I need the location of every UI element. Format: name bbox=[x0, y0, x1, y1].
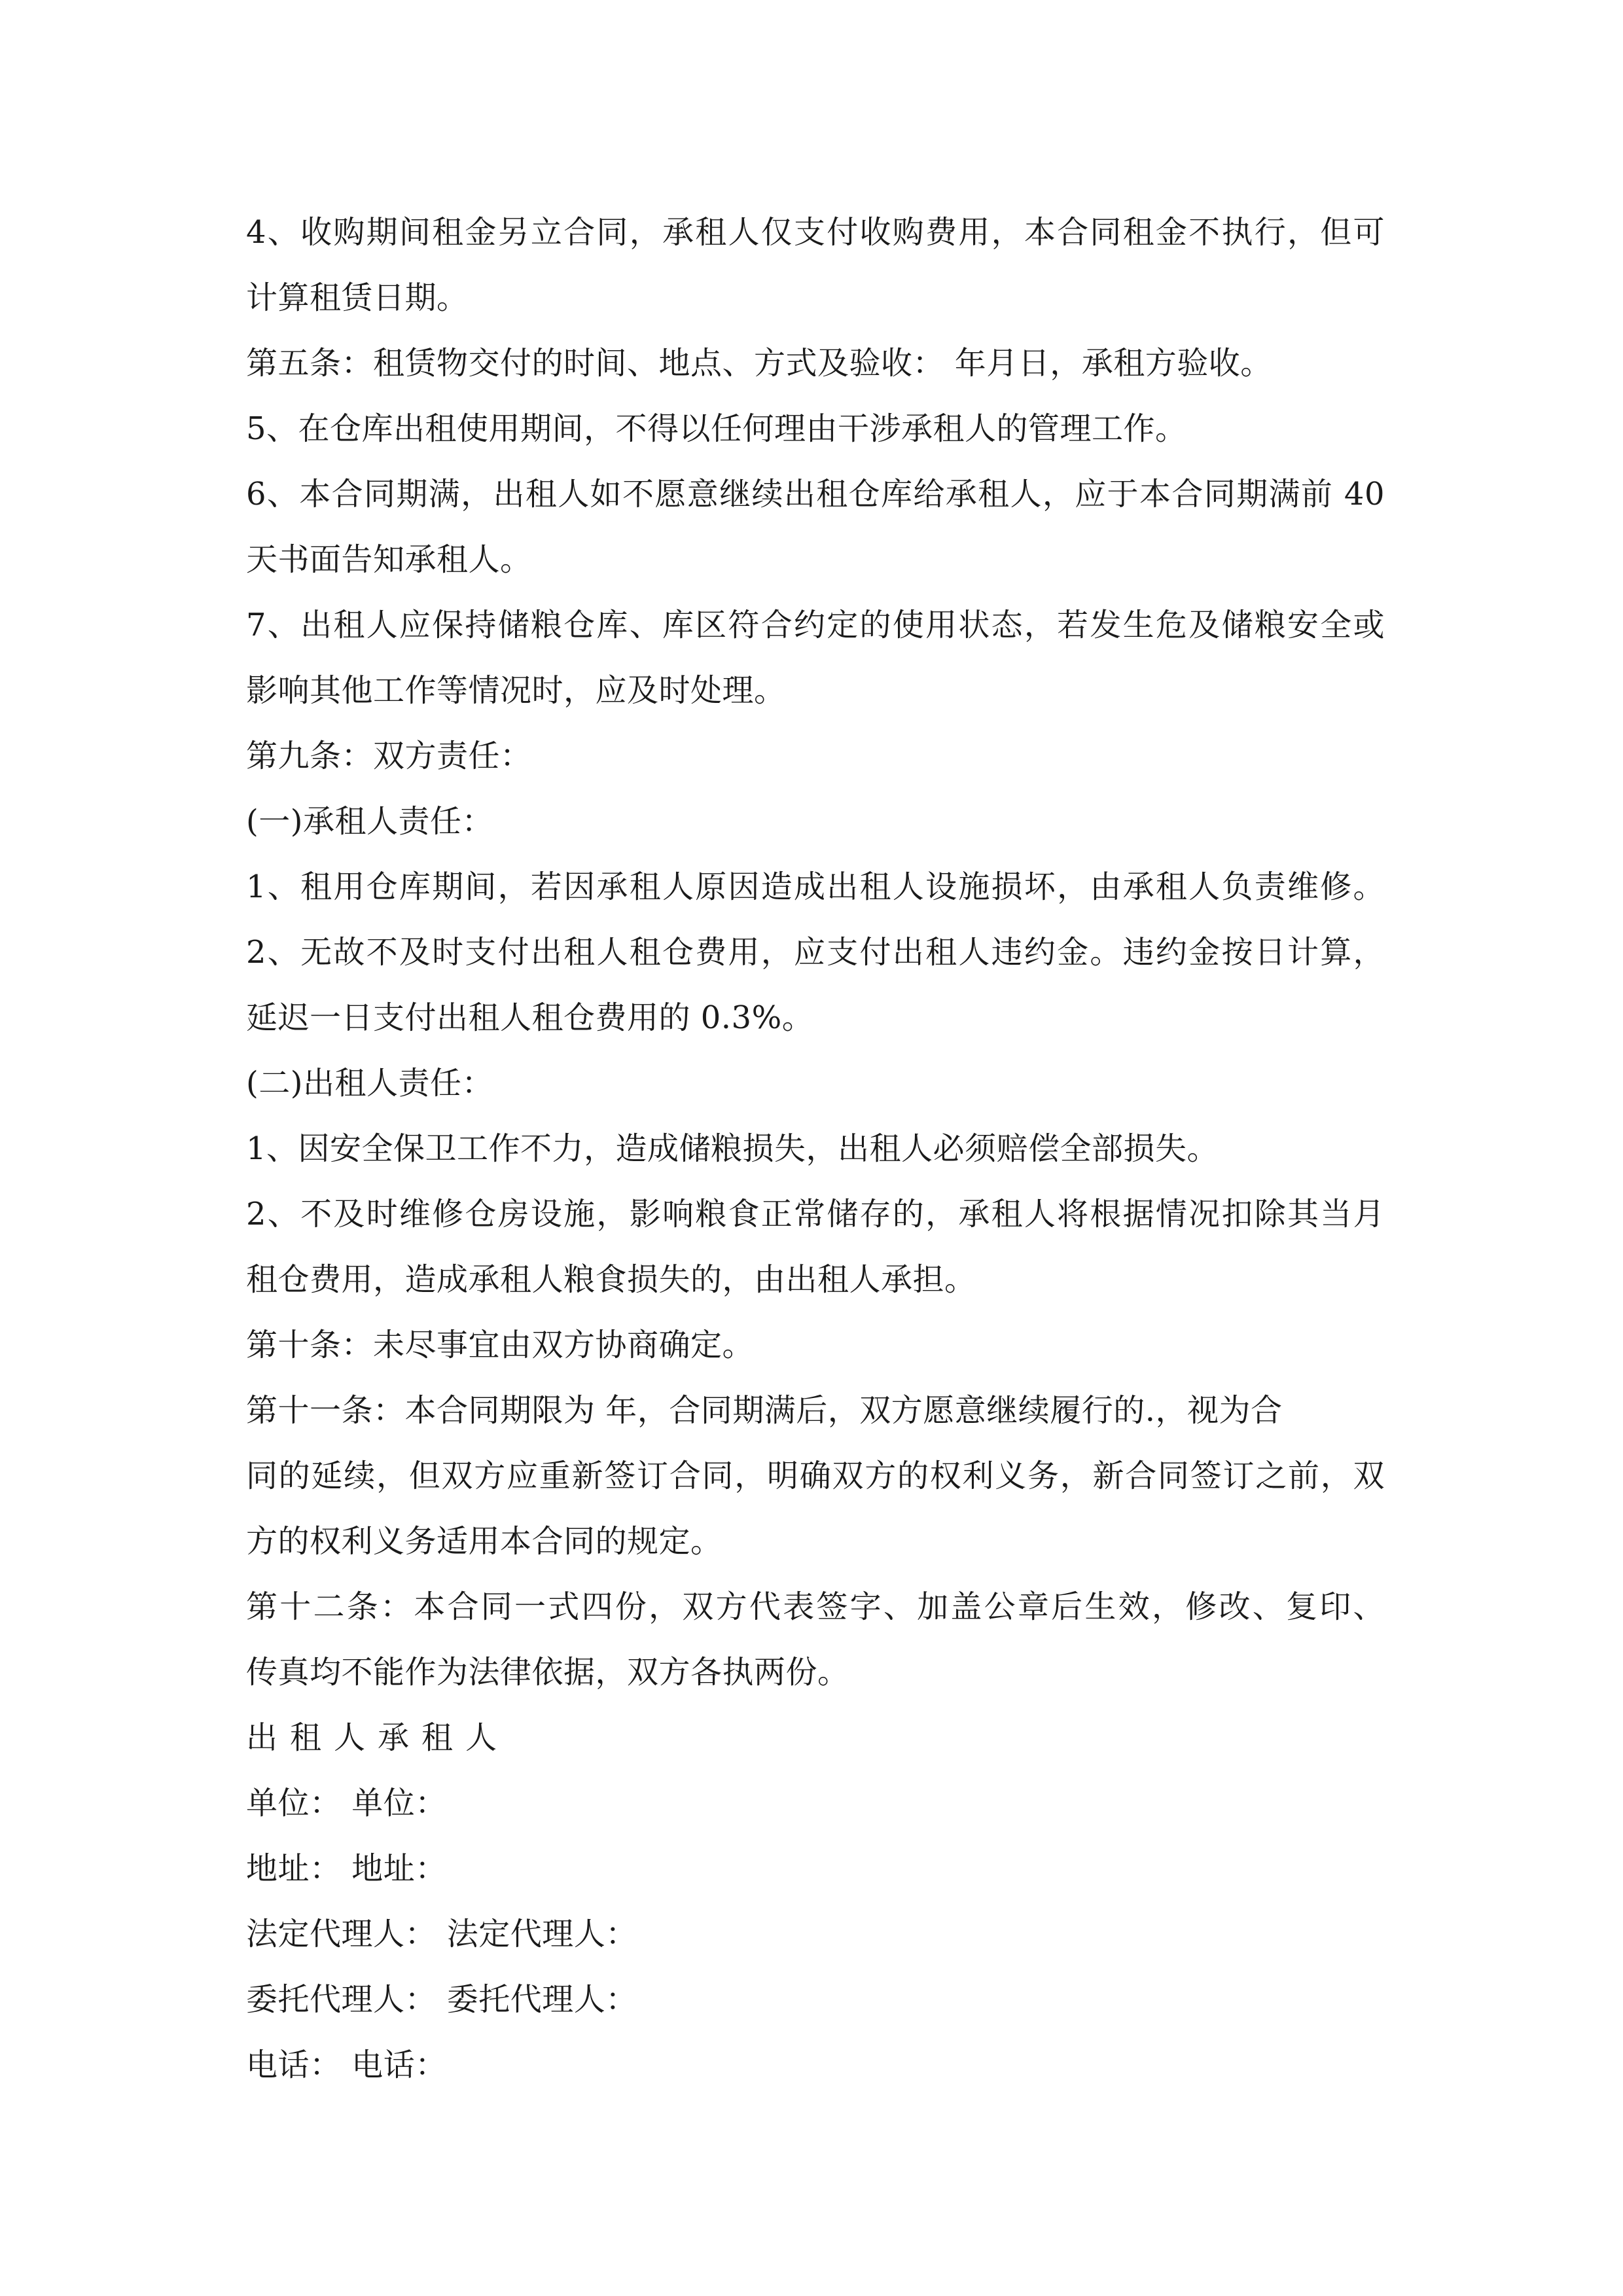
signature-address: 地址： 地址： bbox=[246, 1850, 447, 1887]
article-12-line-1: 第十二条：本合同一式四份，双方代表签字、加盖公章后生效，修改、复印、 bbox=[246, 1588, 1385, 1625]
lessor-duty-2-line-2: 租仓费用，造成承租人粮食损失的，由出租人承担。 bbox=[246, 1261, 976, 1298]
clause-4-line-1: 4、收购期间租金另立合同，承租人仅支付收购费用，本合同租金不执行，但可 bbox=[246, 214, 1385, 251]
article-12-line-2: 传真均不能作为法律依据，双方各执两份。 bbox=[246, 1654, 849, 1691]
clause-6-line-1: 6、本合同期满，出租人如不愿意继续出租仓库给承租人，应于本合同期满前 40 bbox=[246, 476, 1385, 512]
article-11-line-2: 同的延续，但双方应重新签订合同，明确双方的权利义务，新合同签订之前，双 bbox=[246, 1458, 1385, 1494]
signature-authorized-agent: 委托代理人： 委托代理人： bbox=[246, 1981, 637, 2018]
article-11-line-1: 第十一条：本合同期限为 年，合同期满后，双方愿意继续履行的.，视为合 bbox=[246, 1392, 1283, 1429]
article-9-heading: 第九条：双方责任： bbox=[246, 738, 532, 774]
article-11-line-3: 方的权利义务适用本合同的规定。 bbox=[246, 1523, 722, 1560]
article-5: 第五条：租赁物交付的时间、地点、方式及验收： 年月日，承租方验收。 bbox=[246, 345, 1272, 382]
signature-parties-heading: 出租人承租人 bbox=[246, 1719, 510, 1756]
signature-unit: 单位： 单位： bbox=[246, 1785, 447, 1821]
signature-legal-representative: 法定代理人： 法定代理人： bbox=[246, 1916, 637, 1952]
lessee-duty-2-line-2: 延迟一日支付出租人租仓费用的 0.3%。 bbox=[246, 999, 814, 1036]
lessor-duties-heading: (二)出租人责任： bbox=[246, 1065, 493, 1102]
clause-7-line-2: 影响其他工作等情况时，应及时处理。 bbox=[246, 672, 786, 709]
clause-4-line-2: 计算租赁日期。 bbox=[246, 279, 469, 316]
clause-5: 5、在仓库出租使用期间，不得以任何理由干涉承租人的管理工作。 bbox=[246, 410, 1187, 447]
lessee-duty-1: 1、租用仓库期间，若因承租人原因造成出租人设施损坏，由承租人负责维修。 bbox=[246, 869, 1385, 905]
contract-body bbox=[246, 200, 1385, 2098]
signature-phone: 电话： 电话： bbox=[246, 2047, 447, 2083]
clause-6-line-2: 天书面告知承租人。 bbox=[246, 541, 532, 578]
lessor-duty-2-line-1: 2、不及时维修仓房设施，影响粮食正常储存的，承租人将根据情况扣除其当月 bbox=[246, 1196, 1385, 1232]
lessee-duties-heading: (一)承租人责任： bbox=[246, 803, 493, 840]
lessor-duty-1: 1、因安全保卫工作不力，造成储粮损失，出租人必须赔偿全部损失。 bbox=[246, 1130, 1219, 1167]
clause-7-line-1: 7、出租人应保持储粮仓库、库区符合约定的使用状态，若发生危及储粮安全或 bbox=[246, 607, 1385, 643]
article-10: 第十条：未尽事宜由双方协商确定。 bbox=[246, 1327, 755, 1363]
lessee-duty-2-line-1: 2、无故不及时支付出租人租仓费用，应支付出租人违约金。违约金按日计算， bbox=[246, 934, 1385, 971]
